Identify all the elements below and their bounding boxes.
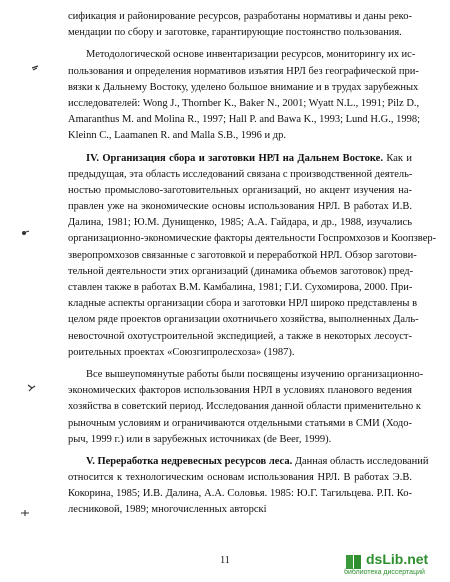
text-line: рыч, 1999 г.) или в зарубежных источниках (de Beer, 1999). <box>68 433 332 445</box>
text-line: невосточной охотустроительной экспедицией, а также в некоторых лесоуст- <box>68 330 412 342</box>
section-heading-line <box>68 151 412 167</box>
section-heading-line <box>68 454 429 470</box>
text-line: зверопромхозов связанные с заготовкой и переработкой НРЛ. Обзор заготови- <box>68 249 417 261</box>
margin-mark-icon <box>30 60 40 70</box>
text-line: организационно-экономические факторы деятельности Госпромхозов и Коопзвер- <box>68 233 437 245</box>
text-line: предыдущая, эта область исследований связана с производственной деятель- <box>68 168 413 180</box>
text-line: Кокорина, 1985; И.В. Далина, А.А. Соловья. 1985: Ю.Г. Тагильцева. Р.П. Ко- <box>68 488 412 500</box>
text-line: сификация и районирование ресурсов, разработаны нормативы и даны реко- <box>68 11 412 22</box>
text-line: тельной деятельности этих организаций (динамика объемов заготовок) пред- <box>68 265 414 277</box>
text-line: исследователей: Wong J., Thornber K., Baker N., 2001; Wyatt N.L., 1991; Pilz D., <box>68 97 420 109</box>
text-fragment: Как и <box>382 152 413 164</box>
text-line: Все вышеупомянутые работы были посвящены изучению организационно- <box>86 368 424 380</box>
text-line: правлен уже на экономические основы использования НРЛ. В работах И.В. <box>68 201 412 213</box>
section-heading: IV. Организация сбора и заготовки НРЛ на Дальнем Востоке. <box>86 152 383 164</box>
margin-mark-icon <box>20 225 30 235</box>
page-number: 11 <box>220 555 230 566</box>
text-line: роительных проектах «Союзгипролесхоза» (1987). <box>68 346 295 358</box>
watermark-subtitle: библиотека диссертаций <box>344 569 425 576</box>
text-line: ностью промыслово-заготовительных организаций, но акцент изучения на- <box>68 184 412 196</box>
text-line: относится к технологическим основам использования НРЛ. В работах Э.В. <box>68 472 412 484</box>
text-line: рыночным условиям и ограничиваются отдельными статьями в СМИ (Ходо- <box>68 417 412 429</box>
text-line: вязки к Дальнему Востоку, уделено большое внимание и в трудах зарубежных <box>68 81 419 93</box>
watermark <box>344 552 444 578</box>
body-text <box>68 9 437 519</box>
margin-mark-icon <box>20 505 30 515</box>
watermark-brand: dsLib.net <box>366 551 429 567</box>
margin-mark-icon <box>26 379 36 389</box>
text-fragment: Данная область исследований <box>292 455 429 467</box>
text-line: мендации по сбору и заготовке, гарантирующие постоянство пользования. <box>68 27 402 39</box>
text-line: ставлен также в работах В.М. Камбалина, 1981; Г.И. Сухомирова, 2000. При- <box>68 282 413 293</box>
text-line: экономических факторов использования НРЛ в условиях планового ведения <box>68 385 412 397</box>
text-line: Kleinn C., Laamanen R. and Malla S.B., 1996 и др. <box>68 130 287 142</box>
section-heading: V. Переработка недревесных ресурсов леса. <box>86 455 293 467</box>
text-line: Amaranthus M. and Molina R., 1997; Hall P. and Bawa K., 1993; Lund H.G., 1998; <box>68 114 421 126</box>
text-line: пользования и определения нормативов изъятия НРЛ без географической при- <box>68 65 419 77</box>
text-line: Далина, 1981; Ю.М. Дунищенко, 1985; А.А. Гайдара, и др., 1988, изучались <box>68 217 412 229</box>
text-line: кладные аспекты организации сбора и заготовки НРЛ широко представлены в <box>68 298 418 310</box>
text-line: Методологической основе инвентаризации ресурсов, мониторингу их ис- <box>86 49 416 61</box>
text-line: хозяйства в советский период. Исследования данной области применительно к <box>68 401 421 413</box>
text-line: лесниковой, 1989; многочисленных авторскі <box>68 504 267 516</box>
text-line: целом ряде проектов организации охотничьего хозяйства, выполненных Даль- <box>68 314 419 326</box>
